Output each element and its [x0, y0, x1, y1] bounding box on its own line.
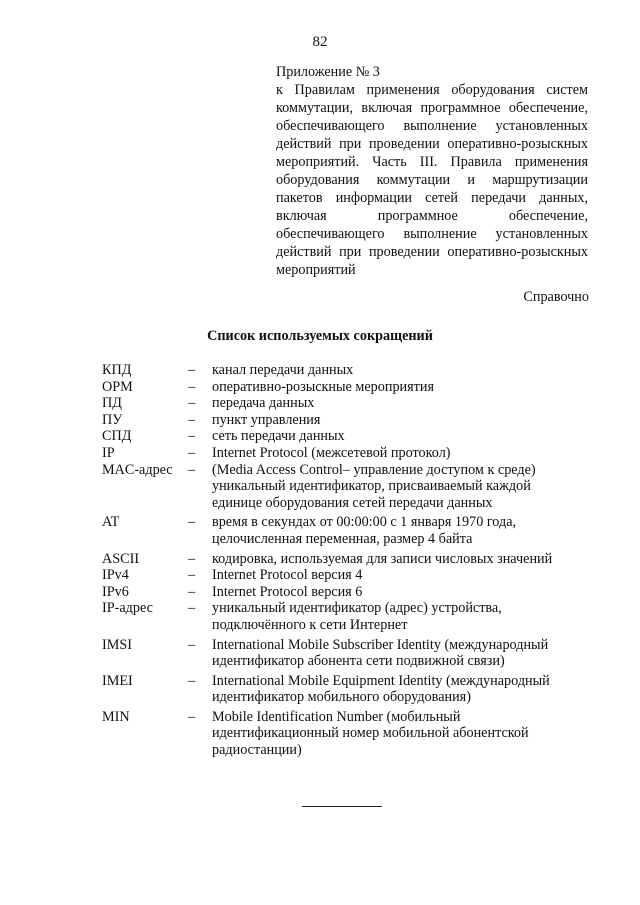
abbreviation-list	[102, 362, 582, 759]
abbreviation-row	[102, 428, 582, 445]
appendix-body: к Правилам применения оборудования систем коммутации, включая программное обеспечение, обеспечивающего выполнение установленных действий при проведении оперативно-розыскных мероприятий. Часть III. Правила применения оборудования коммутации и маршрутизации пакетов информации сетей передачи данных, включая программное обеспечение, обеспечивающего выполнение установленных действий при проведении оперативно-розыскных мероприятий	[276, 82, 588, 278]
appendix-header	[276, 63, 588, 279]
dash-separator: –	[188, 362, 196, 378]
abbreviation-definition: пункт управления	[212, 411, 321, 428]
abbreviation-row	[102, 395, 582, 412]
abbreviation-definition: Internet Protocol (межсетевой протокол)	[212, 444, 451, 461]
list-title: Список используемых сокращений	[207, 328, 433, 344]
dash-separator: –	[188, 514, 196, 531]
abbreviation-row	[102, 673, 582, 706]
abbreviation-definition: канал передачи данных	[212, 362, 354, 378]
abbreviation-definition: Internet Protocol версия 6	[212, 583, 363, 600]
abbreviation-term: AT	[102, 514, 120, 531]
dash-separator: –	[188, 567, 196, 584]
dash-separator: –	[188, 411, 196, 428]
dash-separator: –	[188, 636, 196, 653]
dash-separator: –	[188, 672, 196, 689]
abbreviation-definition: передача данных	[212, 395, 315, 412]
abbreviation-definition: уникальный идентификатор (адрес) устройства, подключённого к сети Интернет	[212, 600, 502, 633]
footer-divider	[302, 806, 382, 807]
page-number: 82	[312, 34, 328, 50]
abbreviation-row	[102, 462, 582, 512]
abbreviation-term: MAC-адрес	[102, 461, 173, 478]
abbreviation-row	[102, 514, 582, 547]
abbreviation-definition: International Mobile Subscriber Identity (международный идентификатор абонента сети подвижной связи)	[212, 636, 549, 670]
abbreviation-term: IPv4	[102, 567, 129, 584]
abbreviation-row	[102, 584, 582, 601]
abbreviation-definition: кодировка, используемая для записи числовых значений	[212, 550, 553, 567]
abbreviation-term: ASCII	[102, 550, 140, 567]
abbreviation-definition: сеть передачи данных	[212, 428, 345, 445]
abbreviation-definition: Mobile Identification Number (мобильный идентификационный номер мобильной абонентской радиостанции)	[212, 708, 529, 759]
dash-separator: –	[188, 395, 196, 412]
abbreviation-term: ПД	[102, 395, 122, 412]
abbreviation-term: MIN	[102, 708, 130, 725]
abbreviation-row	[102, 412, 582, 429]
appendix-title: Приложение № 3	[276, 64, 380, 80]
abbreviation-term: IMSI	[102, 636, 132, 653]
abbreviation-definition: International Mobile Equipment Identity (международный идентификатор мобильного оборудования)	[212, 672, 550, 706]
dash-separator: –	[188, 444, 196, 461]
abbreviation-row	[102, 567, 582, 584]
dash-separator: –	[188, 600, 196, 617]
abbreviation-term: ПУ	[102, 411, 123, 428]
abbreviation-row	[102, 362, 582, 379]
abbreviation-definition: оперативно-розыскные мероприятия	[212, 378, 434, 395]
dash-separator: –	[188, 461, 196, 478]
abbreviation-row	[102, 709, 582, 759]
dash-separator: –	[188, 708, 196, 725]
abbreviation-row	[102, 445, 582, 462]
abbreviation-term: IP	[102, 444, 115, 461]
dash-separator: –	[188, 583, 196, 600]
abbreviation-definition: время в секундах от 00:00:00 с 1 января 1970 года, целочисленная переменная, размер 4 байта	[212, 514, 517, 547]
dash-separator: –	[188, 550, 196, 567]
abbreviation-term: IMEI	[102, 672, 133, 689]
abbreviation-row	[102, 600, 582, 633]
reference-label: Справочно	[523, 289, 589, 305]
abbreviation-term: IP-адрес	[102, 600, 153, 617]
dash-separator: –	[188, 428, 196, 445]
abbreviation-term: КПД	[102, 362, 132, 378]
dash-separator: –	[188, 378, 196, 395]
abbreviation-term: СПД	[102, 428, 132, 445]
abbreviation-row	[102, 637, 582, 670]
abbreviation-term: IPv6	[102, 583, 129, 600]
abbreviation-definition: (Media Access Control– управление доступом к среде) уникальный идентификатор, присваиваемый каждой единице оборудования сетей передачи данных	[212, 461, 536, 511]
abbreviation-term: ОРМ	[102, 378, 133, 395]
abbreviation-definition: Internet Protocol версия 4	[212, 567, 363, 584]
abbreviation-row	[102, 379, 582, 396]
abbreviation-row	[102, 551, 582, 568]
